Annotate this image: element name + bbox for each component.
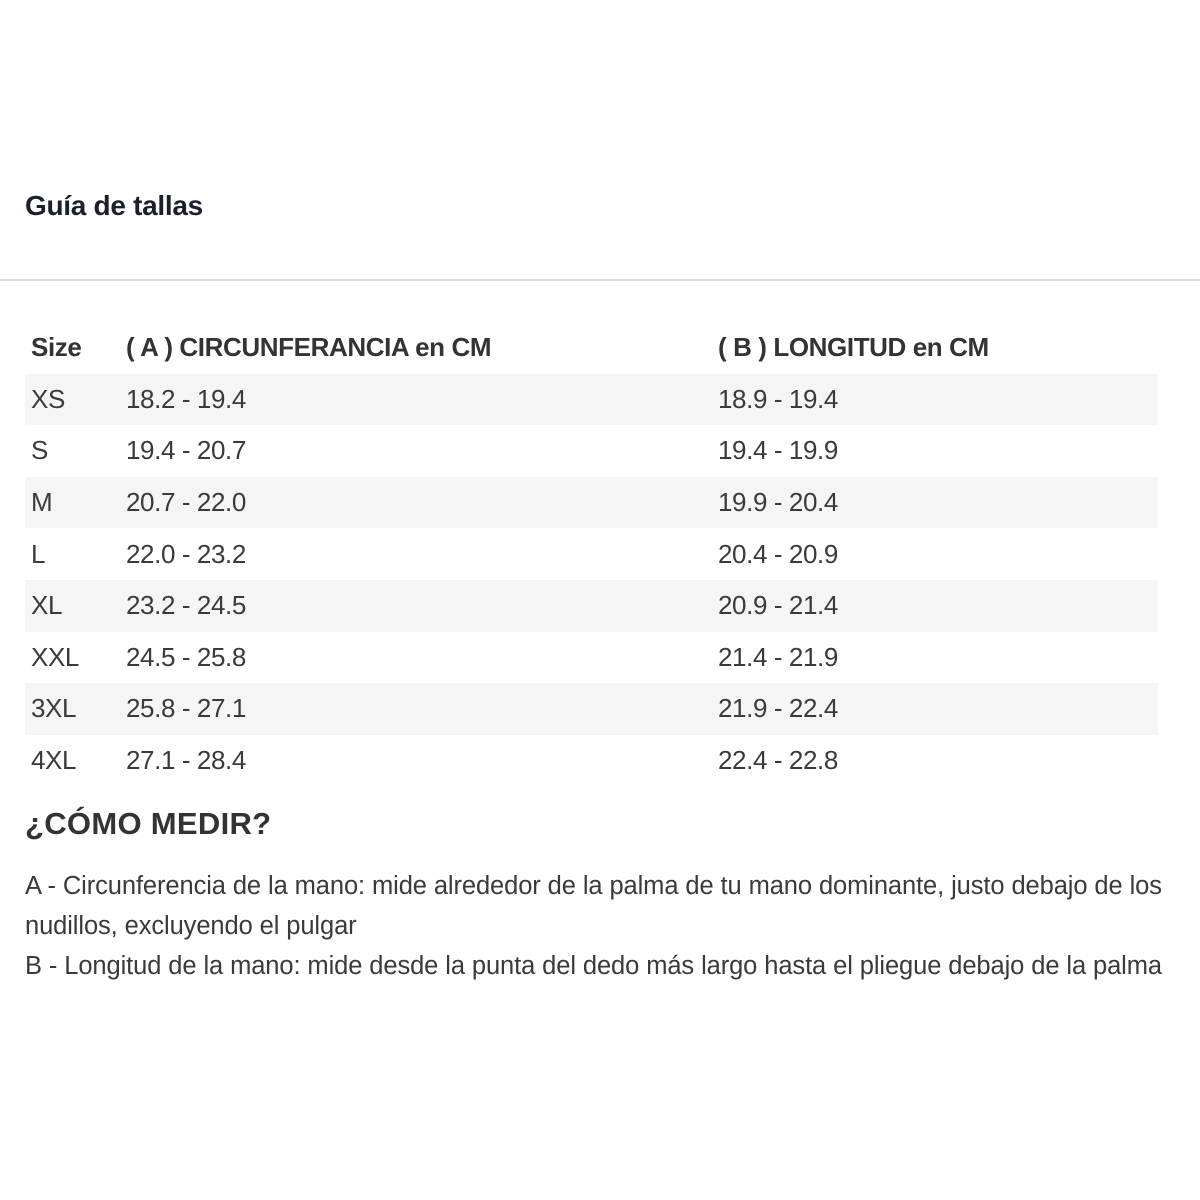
cell-length: 21.9 - 22.4 [712,683,1158,735]
measure-instruction-b: B - Longitud de la mano: mide desde la punta del dedo más largo hasta el pliegue debajo de la palma [25,952,1162,980]
cell-size: M [25,477,120,529]
table-row [25,683,1158,735]
table-row [25,477,1158,529]
cell-circumference: 24.5 - 25.8 [126,641,246,672]
cell-circumference: 20.7 - 22.0 [120,477,712,529]
cell-circumference: 18.2 - 19.4 [120,374,712,426]
measure-instruction-a: A - Circunferencia de la mano: mide alrededor de la palma de tu mano dominante, justo debajo de los nudillos, excluyendo el pulgar [25,872,1162,940]
cell-circumference: 27.1 - 28.4 [126,745,246,776]
cell-circumference: 25.8 - 27.1 [120,683,712,735]
cell-circumference: 19.4 - 20.7 [126,435,246,466]
cell-circumference: 22.0 - 23.2 [126,538,246,569]
cell-length: 21.4 - 21.9 [718,641,838,672]
header-length: ( B ) LONGITUD en CM [718,332,989,363]
cell-size: XXL [31,641,79,672]
table-row [25,632,1158,684]
cell-size: 4XL [31,745,77,776]
table-header-row [25,322,1158,374]
cell-size: 3XL [25,683,120,735]
cell-length: 22.4 - 22.8 [718,745,838,776]
cell-size: L [31,538,46,569]
header-size: Size [31,332,82,363]
table-row [25,528,1158,580]
table-row [25,374,1158,426]
how-to-measure-title: ¿CÓMO MEDIR? [25,806,272,841]
cell-length: 18.9 - 19.4 [712,374,1158,426]
table-row [25,580,1158,632]
cell-size: XS [25,374,120,426]
cell-size: XL [25,580,120,632]
size-chart-table [25,322,1158,786]
how-to-measure-text [25,866,1165,986]
modal-title: Guía de tallas [25,190,203,221]
cell-size: S [31,435,48,466]
cell-circumference: 23.2 - 24.5 [120,580,712,632]
cell-length: 19.4 - 19.9 [718,435,838,466]
table-row [25,735,1158,787]
header-divider [0,279,1200,281]
cell-length: 20.9 - 21.4 [712,580,1158,632]
header-circumference: ( A ) CIRCUNFERANCIA en CM [126,332,492,363]
cell-length: 20.4 - 20.9 [718,538,838,569]
cell-length: 19.9 - 20.4 [712,477,1158,529]
modal-header [0,0,1200,280]
table-row [25,425,1158,477]
